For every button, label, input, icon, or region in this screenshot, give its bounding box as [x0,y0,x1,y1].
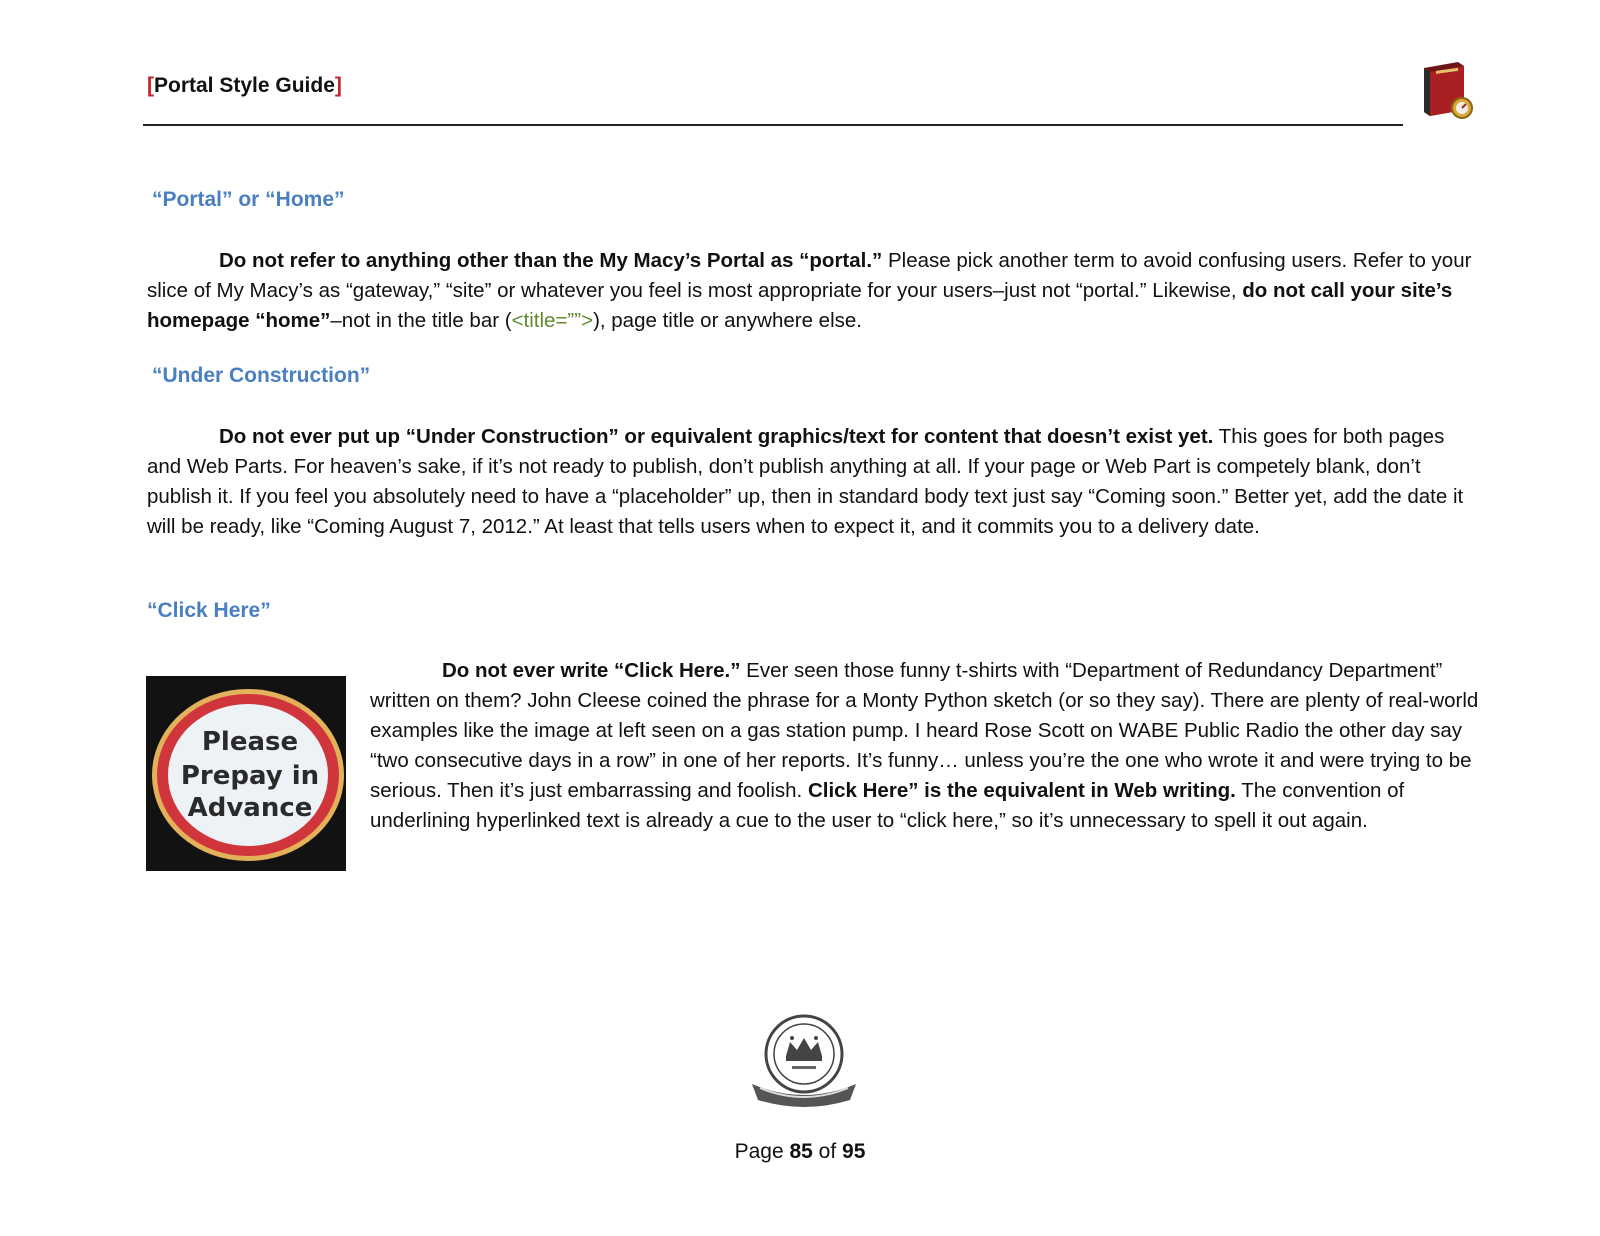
section-heading-click-here: “Click Here” [147,599,271,622]
enterprise-portal-team-seal-icon [746,1010,862,1110]
click-here-equivalent-bold: Click Here” is the equivalent in Web writing. [807,779,1236,802]
sign-line-2: Prepay in [180,761,320,791]
home-rule-bold: do not call your site’s homepage “home” [147,279,1453,332]
header-title: Portal Style Guide [154,74,335,97]
page-footer [0,1140,1600,1164]
title-tag-code: <title=””> [511,309,594,332]
page-number: 85 [789,1140,813,1163]
construction-rule-text: This goes for both pages and Web Parts. For heaven’s sake, if it’s not ready to publish, don’t publish anything at all. If your page or Web Part is competely blank, don’t publish it. If you feel you absolutely need to have a “placeholder” up, then in standard body text just say “Coming soon.” Better yet, add the date it will be ready, like “Coming August 7, 2012.” At least that tells users when to expect it, and it commits you to a delivery date. [147,425,1464,538]
construction-rule-bold: Do not ever put up “Under Construction” or equivalent graphics/text for content that doesn’t exist yet. [219,425,1214,448]
section-heading-portal-home: “Portal” or “Home” [152,188,345,211]
click-here-rule-bold: Do not ever write “Click Here.” [442,659,741,682]
prepay-sign-photo [146,676,346,871]
portal-rule-text: Please pick another term to avoid confusing users. Refer to your slice of My Macy’s as “gateway,” “site” or whatever you feel is most appropriate for your users–just not “portal.” Likewise, [147,249,1472,302]
page-header [147,74,342,98]
header-bracket-open: [ [147,74,154,97]
page-word: Page [734,1140,790,1163]
home-rule-text: –not in the title bar ( [330,309,512,332]
of-word: of [812,1140,843,1163]
home-rule-text-end: ), page title or anywhere else. [593,309,862,332]
click-here-rule-text-end: The convention of underlining hyperlinked text is already a cue to the user to “click here,” so it’s unnecessary to spell it out again. [370,779,1405,832]
section-body-click-here [370,656,1480,836]
section-body-portal-home [147,246,1479,336]
header-rule [143,124,1403,126]
sign-line-3: Advance [187,793,313,823]
header-bracket-close: ] [334,74,342,97]
section-body-under-construction [147,422,1479,542]
red-book-compass-icon [1414,58,1478,122]
click-here-rule-text: Ever seen those funny t-shirts with “Department of Redundancy Department” written on them? John Cleese coined the phrase for a Monty Python sketch (or so they say). There are plenty of real-world examples like the image at left seen on a gas station pump. I heard Rose Scott on WABE Public Radio the other day say “two consecutive days in a row” in one of her reports. It’s funny… unless you’re the one who wrote it and were trying to be serious. Then it’s just embarrassing and foolish. [370,659,1479,802]
sign-line-1: Please [201,727,299,757]
portal-rule-bold: Do not refer to anything other than the My Macy’s Portal as “portal.” [219,249,883,272]
total-pages: 95 [842,1140,866,1163]
section-heading-under-construction: “Under Construction” [152,364,371,387]
